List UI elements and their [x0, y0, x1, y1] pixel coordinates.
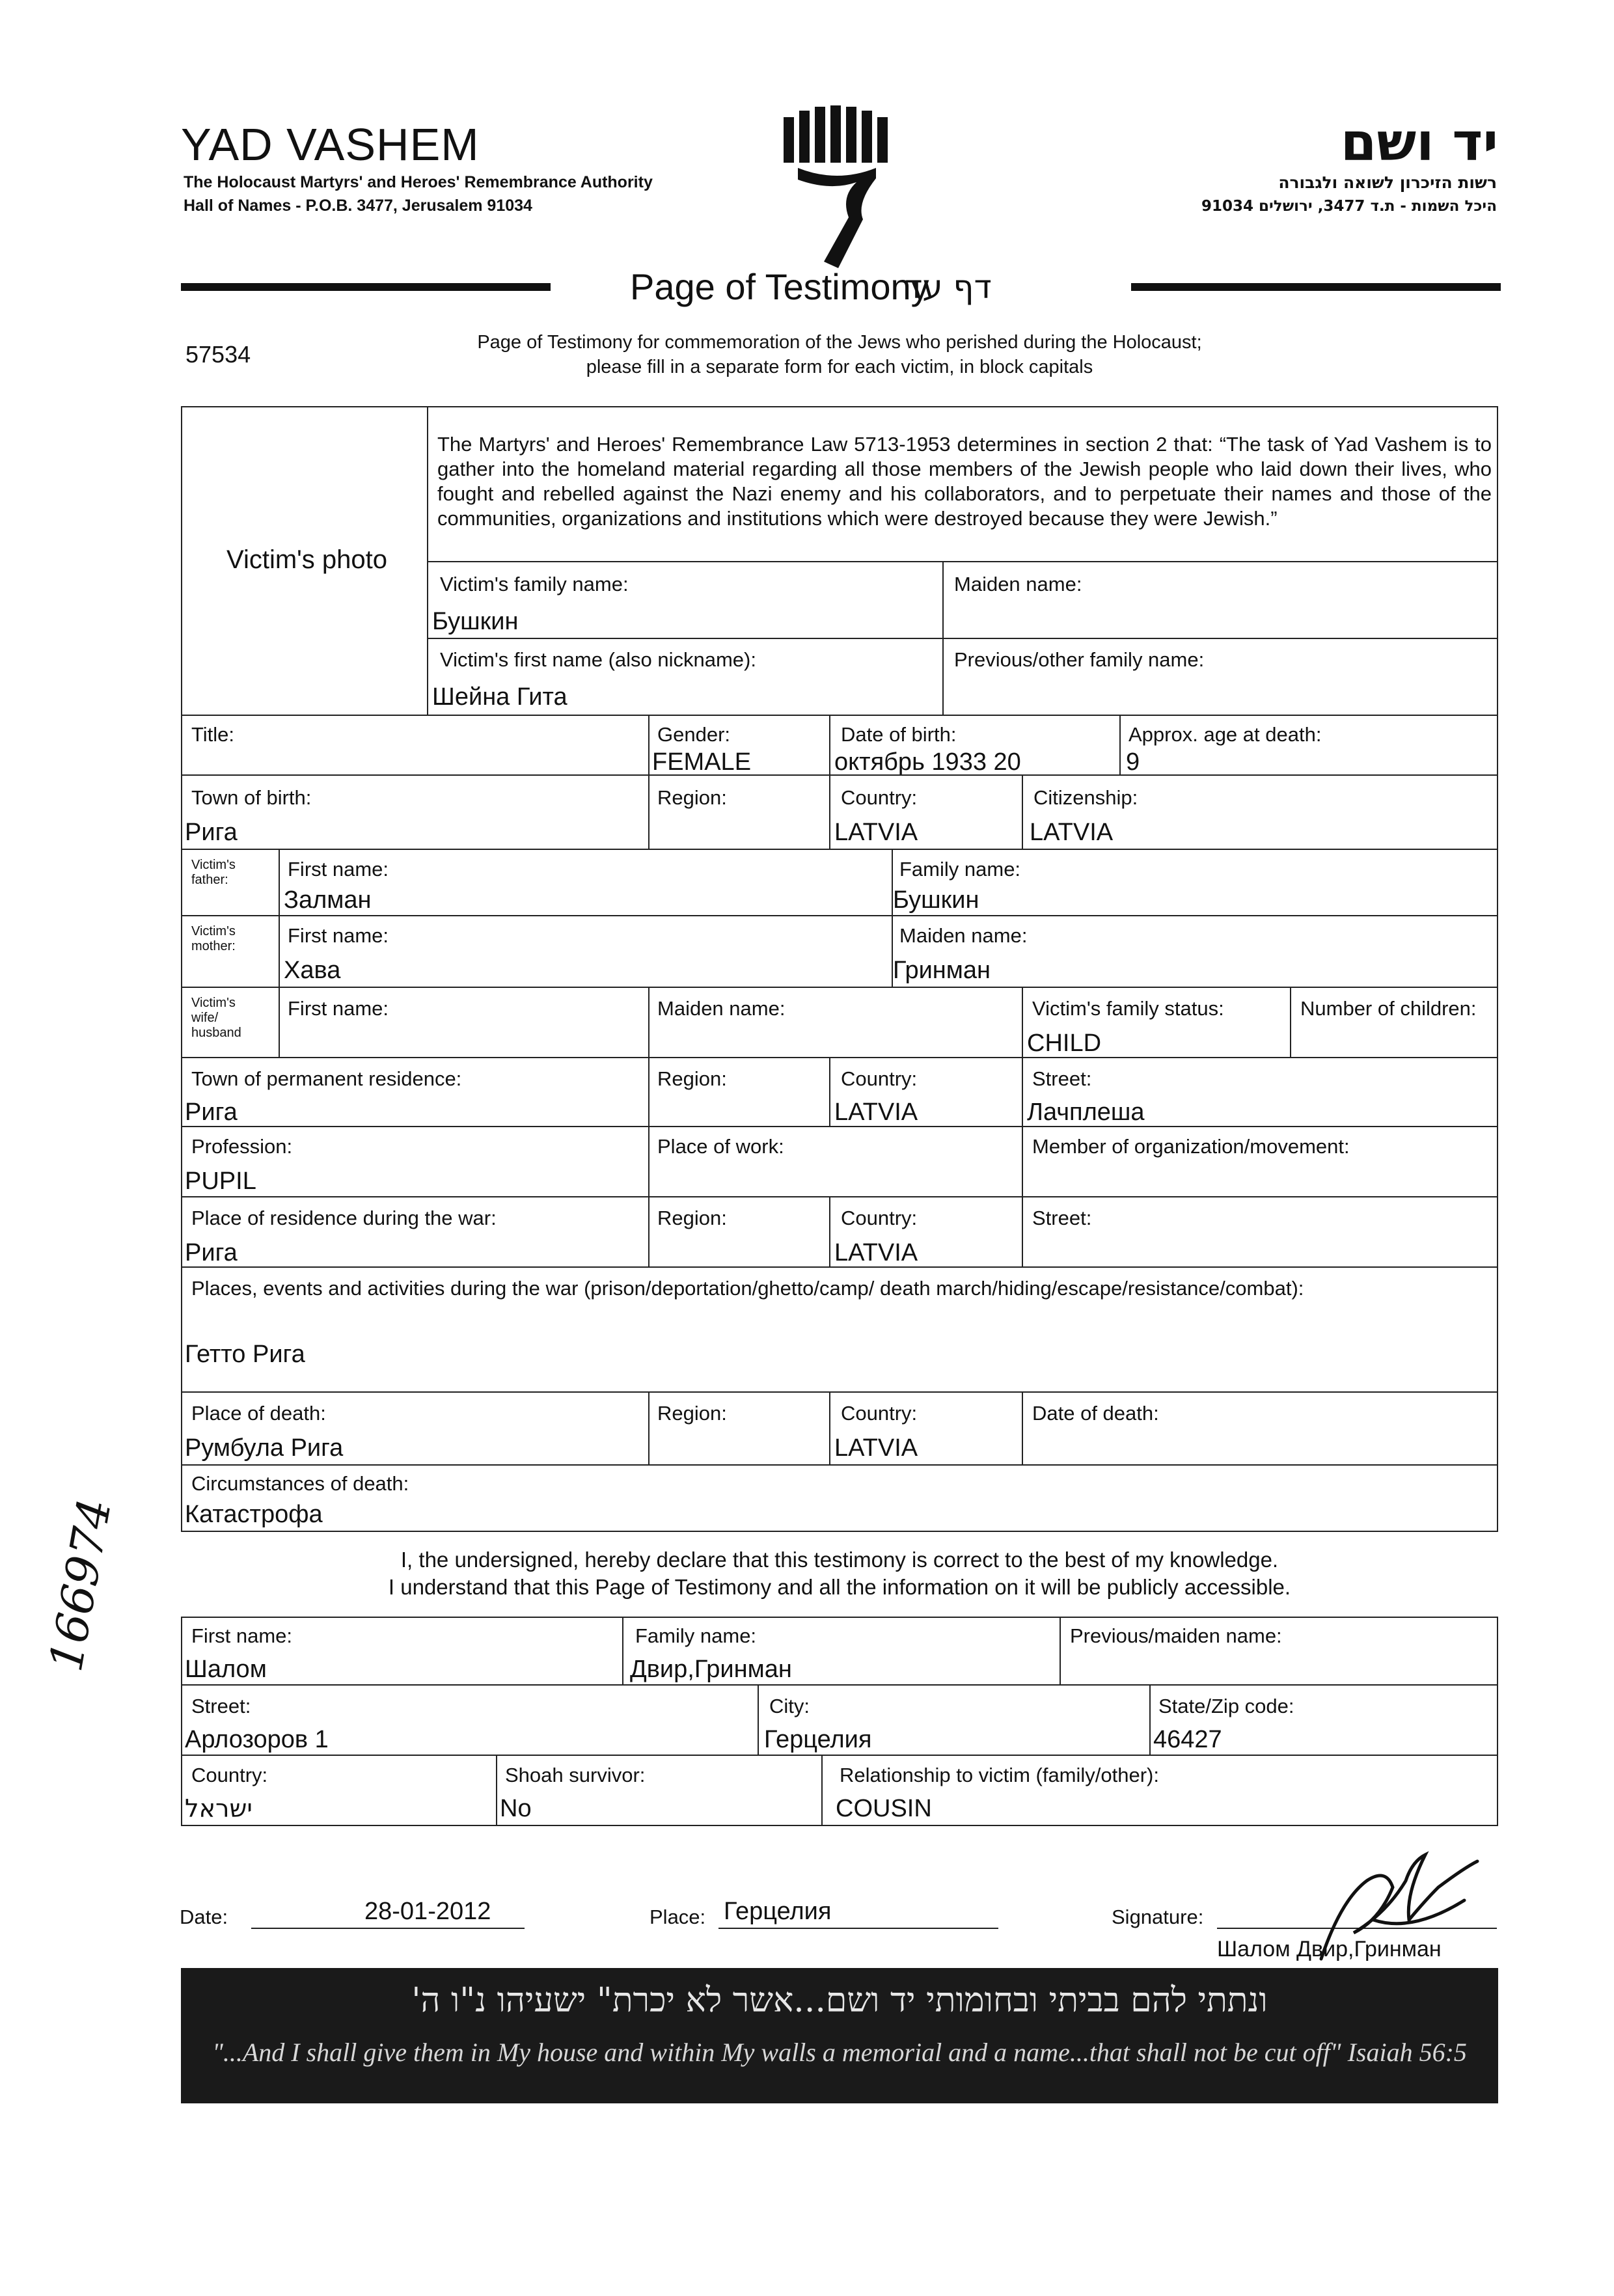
death-place-value: Румбула Рига — [185, 1434, 344, 1462]
father-family-value: Бушкин — [893, 886, 979, 914]
victim-form-frame — [181, 406, 1498, 1532]
town-birth-label: Town of birth: — [191, 786, 312, 809]
gender-value: FEMALE — [652, 748, 752, 776]
children-label: Number of children: — [1300, 997, 1477, 1020]
submitter-country-label: Country: — [191, 1764, 268, 1786]
org-name: YAD VASHEM — [181, 119, 480, 170]
relation-value: COUSIN — [836, 1795, 932, 1822]
submitter-street-label: Street: — [191, 1695, 251, 1717]
residence-street-label: Street: — [1032, 1067, 1092, 1090]
title-label: Title: — [191, 723, 235, 746]
relation-label: Relationship to victim (family/other): — [840, 1764, 1159, 1786]
spouse-first-label: First name: — [288, 997, 389, 1020]
heb-subtitle: רשות הזיכרון לשואה ולגבורה — [1278, 173, 1497, 192]
country-birth-value: LATVIA — [834, 819, 918, 846]
maiden-name-label: Maiden name: — [954, 573, 1082, 595]
place-label: Place: — [650, 1906, 706, 1928]
death-region-label: Region: — [657, 1402, 727, 1425]
form-title-heb: דף עד — [905, 268, 992, 306]
photo-label: Victim's photo — [226, 545, 388, 574]
header-rule-right — [1131, 283, 1501, 291]
profession-label: Profession: — [191, 1135, 293, 1158]
family-name-label: Victim's family name: — [440, 573, 629, 595]
form-title: Page of Testimony — [630, 266, 929, 307]
death-country-value: LATVIA — [834, 1434, 918, 1462]
residence-country-value: LATVIA — [834, 1099, 918, 1126]
date-value: 28-01-2012 — [364, 1898, 491, 1925]
submitter-street-value: Арлозоров 1 — [185, 1726, 329, 1753]
submitter-city-value: Герцелия — [764, 1726, 872, 1753]
mother-maiden-value: Гринман — [893, 957, 991, 984]
intro-line-2: please fill in a separate form for each victim, in block capitals — [586, 357, 1093, 377]
country-birth-label: Country: — [841, 786, 918, 809]
circumstances-label: Circumstances of death: — [191, 1472, 409, 1495]
dob-label: Date of birth: — [841, 723, 957, 746]
death-place-label: Place of death: — [191, 1402, 326, 1425]
declaration-line-2: I understand that this Page of Testimony and all the information on it will be publicly accessible. — [388, 1575, 1291, 1599]
war-residence-label: Place of residence during the war: — [191, 1207, 497, 1229]
gender-label: Gender: — [657, 723, 731, 746]
dob-value: октябрь 1933 20 — [834, 748, 1021, 776]
heb-name: יד ושם — [1340, 112, 1498, 172]
events-label: Places, events and activities during the war (prison/deportation/ghetto/camp/ death march/hiding/escape/resistance/combat): — [191, 1277, 1304, 1300]
father-first-value: Залман — [284, 886, 372, 914]
handwritten-number: 166974 — [39, 1494, 122, 1676]
death-country-label: Country: — [841, 1402, 918, 1425]
profession-value: PUPIL — [185, 1168, 256, 1195]
first-name-label: Victim's first name (also nickname): — [440, 648, 756, 671]
residence-region-label: Region: — [657, 1067, 727, 1090]
family-name-value: Бушкин — [432, 608, 519, 635]
submitter-first-label: First name: — [191, 1624, 293, 1647]
banner-english: "...And I shall give them in My house and within My walls a memorial and a name...that shall not be cut off" Isaiah 56:5 — [212, 2038, 1467, 2067]
spouse-maiden-label: Maiden name: — [657, 997, 786, 1020]
age-label: Approx. age at death: — [1128, 723, 1322, 746]
mother-first-value: Хава — [284, 957, 341, 984]
residence-street-value: Лачплеша — [1027, 1099, 1145, 1126]
place-value: Герцелия — [724, 1898, 832, 1925]
circumstances-value: Катастрофа — [185, 1501, 323, 1528]
war-country-value: LATVIA — [834, 1239, 918, 1266]
war-street-label: Street: — [1032, 1207, 1092, 1229]
survivor-value: No — [500, 1795, 532, 1822]
yad-vashem-logo — [778, 105, 896, 268]
signer-name: Шалом Двир,Гринман — [1217, 1937, 1442, 1961]
survivor-label: Shoah survivor: — [505, 1764, 646, 1786]
submitter-family-value: Двир,Гринман — [630, 1656, 792, 1683]
citizenship-value: LATVIA — [1030, 819, 1114, 846]
prev-family-label: Previous/other family name: — [954, 648, 1205, 671]
father-first-label: First name: — [288, 858, 389, 881]
spouse-row-label: Victim's wife/ husband — [191, 996, 241, 1040]
father-row-label: Victim's father: — [191, 858, 236, 887]
mother-first-label: First name: — [288, 924, 389, 947]
submitter-zip-value: 46427 — [1153, 1726, 1222, 1753]
residence-town-value: Рига — [185, 1099, 238, 1126]
submitter-country-value: ישראל — [185, 1794, 253, 1823]
member-label: Member of organization/movement: — [1032, 1135, 1350, 1158]
family-status-value: CHILD — [1027, 1030, 1102, 1057]
town-birth-value: Рига — [185, 819, 238, 846]
org-subtitle: The Holocaust Martyrs' and Heroes' Remembrance Authority — [184, 173, 653, 191]
first-name-value: Шейна Гита — [432, 683, 568, 711]
place-of-work-label: Place of work: — [657, 1135, 784, 1158]
intro-line-1: Page of Testimony for commemoration of the Jews who perished during the Holocaust; — [477, 332, 1202, 353]
events-value: Гетто Рига — [185, 1341, 305, 1368]
death-date-label: Date of death: — [1032, 1402, 1159, 1425]
father-family-label: Family name: — [899, 858, 1021, 881]
submitter-prev-label: Previous/maiden name: — [1070, 1624, 1282, 1647]
banner-hebrew: ונתתי להם בביתי ובחומותי יד ושם...אשר לא יכרת" ישעיהו נ"ו ה' — [411, 1981, 1268, 2020]
form-number: 57534 — [185, 341, 251, 368]
law-text: The Martyrs' and Heroes' Remembrance Law 5713-1953 determines in section 2 that: “The task of Yad Vashem is to gather into the homeland material regarding all those members of the Jewish people who laid down their lives, who fought and rebelled against the Nazi enemy and his collaborators, and to perpetuate their names and those of the communities, organizations and institutions which were destroyed because they were Jewish.” — [437, 433, 1492, 530]
header-rule-left — [181, 283, 551, 291]
date-label: Date: — [180, 1906, 228, 1928]
submitter-family-label: Family name: — [635, 1624, 757, 1647]
residence-country-label: Country: — [841, 1067, 918, 1090]
war-region-label: Region: — [657, 1207, 727, 1229]
residence-town-label: Town of permanent residence: — [191, 1067, 462, 1090]
mother-row-label: Victim's mother: — [191, 924, 236, 953]
war-country-label: Country: — [841, 1207, 918, 1229]
declaration-line-1: I, the undersigned, hereby declare that this testimony is correct to the best of my knowledge. — [400, 1548, 1279, 1572]
family-status-label: Victim's family status: — [1032, 997, 1224, 1020]
mother-maiden-label: Maiden name: — [899, 924, 1028, 947]
org-address: Hall of Names - P.O.B. 3477, Jerusalem 91034 — [184, 197, 532, 215]
submitter-city-label: City: — [769, 1695, 810, 1717]
signature-label: Signature: — [1112, 1906, 1204, 1928]
age-value: 9 — [1126, 748, 1140, 776]
citizenship-label: Citizenship: — [1033, 786, 1138, 809]
submitter-first-value: Шалом — [185, 1656, 267, 1683]
war-residence-value: Рига — [185, 1239, 238, 1266]
submitter-zip-label: State/Zip code: — [1158, 1695, 1294, 1717]
region-birth-label: Region: — [657, 786, 727, 809]
heb-address: היכל השמות - ת.ד 3477, ירושלים 91034 — [1201, 198, 1497, 215]
